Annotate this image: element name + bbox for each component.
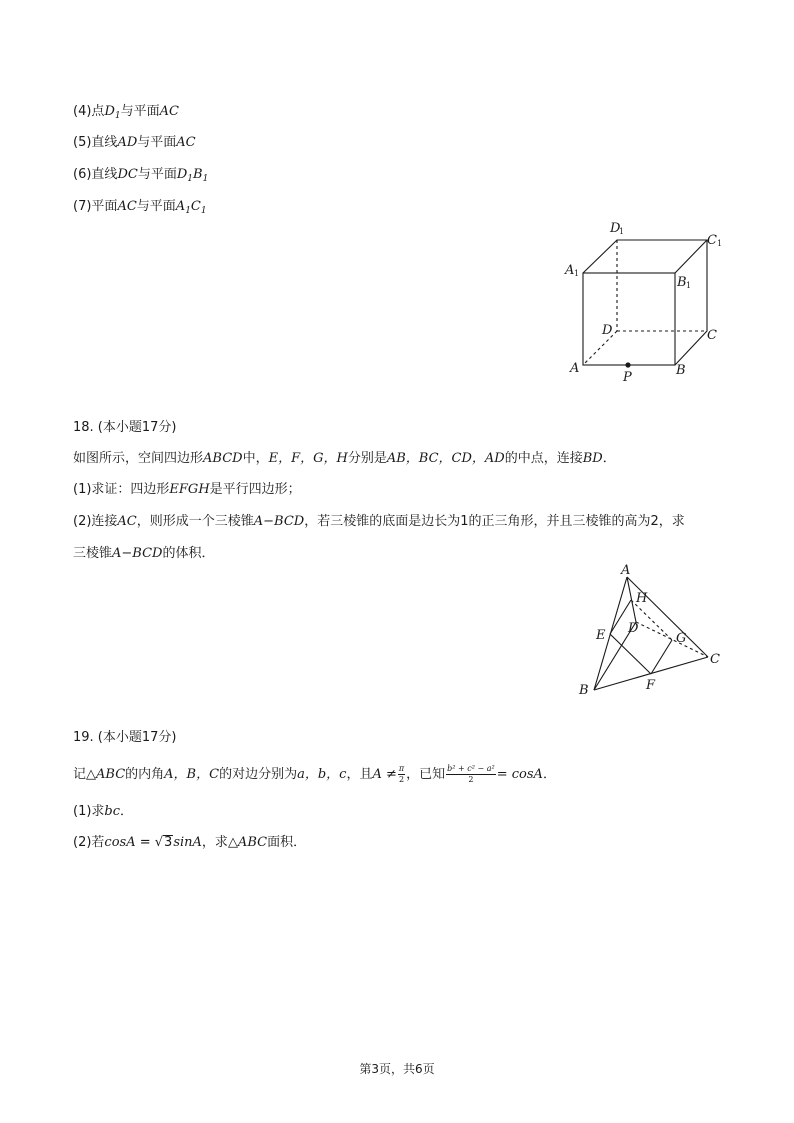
frac-pi-over-2: $\frac{\pi}{2}$ [398,764,405,784]
label-h: H [636,591,648,606]
svg-text:1: 1 [619,227,625,236]
label-c1: C [707,233,717,248]
item-5: (5)直线AD与平面AC [73,135,196,150]
cube-figure [560,215,730,390]
label-a: A [570,361,580,376]
q19-header: 19. (本小题17分) [73,730,177,745]
q19-part2: (2)若cosA = √3sinA，求△ABC面积． [73,835,307,850]
label-b: B [579,683,589,698]
edge-ad [627,577,636,622]
q18-intro: 如图所示，空间四边形ABCD中，E，F，G，H分别是AB，BC，CD，AD的中点，连接BD． [73,451,616,466]
cube-edge-b1c1 [675,240,707,273]
label-d: D [602,323,613,338]
label-a1: A [565,263,575,278]
frac-law-of-cosines: $\frac{\text{b² + c² − a²}}{2}$ [447,764,495,784]
tetrahedron-figure [570,560,730,700]
label-d1: D [610,221,621,236]
q18-part2-line2: 三棱锥A−BCD的体积． [73,546,215,561]
label-e: E [596,628,606,643]
item-4: (4)点$D_1$与平面AC [73,104,179,121]
svg-text:1: 1 [686,281,692,290]
q19-part1: (1)求bc． [73,804,134,819]
q19-statement: 记△ABC的内角A，B，C的对边分别为a，b，c，且A ≠ $\frac{\pi}{2}$ ，已知 $\frac{\text{b² + c² − a²}}{2}$ = cosA． [73,764,556,784]
item-7: (7)平面AC与平面$A_1C_1$ [73,199,207,216]
item-6: (6)直线DC与平面$D_1B_1$ [73,167,209,184]
edge-ac [627,577,708,657]
svg-text:1: 1 [717,239,723,248]
q18-header: 18. (本小题17分) [73,420,177,435]
label-a: A [621,563,631,578]
label-b: B [676,363,686,378]
q18-part2-line1: (2)连接AC，则形成一个三棱锥A−BCD，若三棱锥的底面是边长为1的正三角形，并且三棱锥的高为2，求 [73,514,685,529]
label-g: G [676,631,687,646]
label-f: F [646,678,656,693]
label-b1: B [677,275,687,290]
label-c: C [710,652,720,667]
label-p: P [623,370,632,385]
page-footer: 第3页，共6页 [359,1062,435,1076]
svg-text:1: 1 [574,269,580,278]
point-p [625,362,630,367]
hidden-edges [631,600,708,657]
q18-part1: (1)求证：四边形EFGH是平行四边形； [73,482,301,497]
label-c: C [707,328,717,343]
label-d: D [628,621,639,636]
cube-front-face [583,273,675,365]
